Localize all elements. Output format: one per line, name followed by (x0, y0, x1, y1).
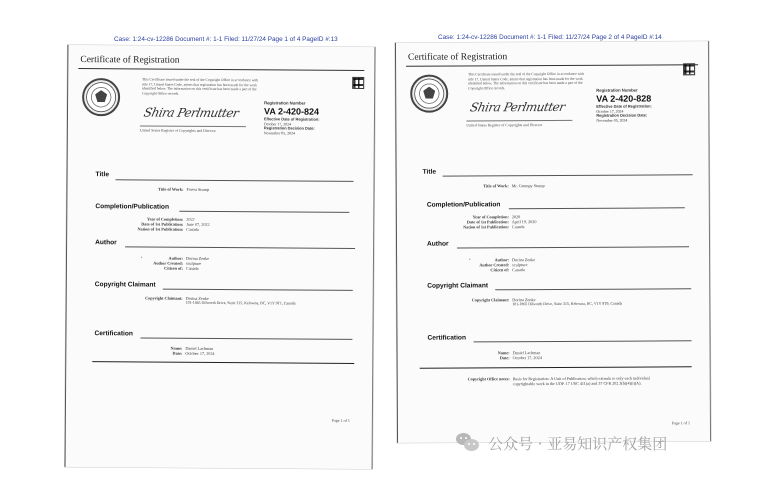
field-label: Date: (499, 355, 510, 361)
section-line (116, 179, 354, 182)
section-claimant: Copyright Claimant (427, 282, 489, 290)
reg-number: VA 2-420-828 (596, 93, 652, 104)
section-line (495, 288, 691, 290)
section-completion: Completion/Publication (426, 201, 501, 209)
field-label: Copyright Claimant: (145, 295, 183, 301)
reg-number-label: Registration Number (264, 100, 306, 106)
certificate-page-2 (395, 41, 711, 443)
wechat-watermark (456, 432, 667, 454)
field-value: Daniel Lachman (185, 345, 214, 351)
field-value: Dorina Zenke (512, 257, 536, 263)
field-label: Title of Work: (158, 186, 184, 192)
section-line (179, 211, 349, 213)
field-value: 2022 (186, 216, 195, 222)
decision-date: November 05, 2024 (263, 131, 295, 136)
section-certification: Certification (94, 330, 133, 338)
field-label: Year of Completion: (147, 216, 184, 222)
field-label: Nation of 1st Publication: (463, 224, 509, 230)
field-value: Canada (185, 265, 199, 271)
page-number: Page 1 of 1 (331, 417, 350, 423)
reg-number: VA 2-420-824 (263, 106, 320, 117)
qr-code-icon (683, 63, 695, 75)
field-label: Date of 1st Publication: (466, 219, 509, 225)
field-label: Author: (494, 257, 510, 263)
office-notes-text: Basis for Registration: A Unit of Publication, which extends to only each individual copyrightable work in the UOP. 17 USC 411(a) and 37 CFR 202.3(b)(4)(i)(A). (512, 375, 650, 387)
field-value: Dorina Zenke (185, 255, 210, 261)
field-label: Author Created: (153, 260, 183, 266)
field-value: sculpture (512, 262, 528, 268)
field-cert-date (86, 350, 214, 356)
field-citizen-of (87, 265, 199, 271)
certificate-page-1 (65, 45, 376, 469)
section-line (474, 340, 692, 342)
bottom-divider (420, 366, 692, 368)
field-value: April 19, 2020 (511, 219, 537, 225)
case-header-page-2: Case: 1:24-cv-12286 Document #: 1-1 Filed: 11/27/24 Page 2 of 4 PageID #:14 (438, 34, 662, 41)
field-label: Copyright Office notes: (467, 376, 510, 382)
decision-label: Registration Decision Date: (596, 112, 648, 118)
field-value: Daniel Lachman (512, 350, 541, 356)
field-label: Author: (168, 255, 184, 261)
section-certification: Certification (427, 334, 466, 342)
header-divider (78, 68, 364, 71)
field-label: Nation of 1st Publication: (137, 226, 184, 232)
field-label: Author Created: (479, 262, 510, 268)
field-claimant-address: 101-1865 Dilworth Drive, Suite 315, Kelowna, BC, V1Y 9T1, Canada (185, 300, 296, 306)
decision-date: November 05, 2024 (596, 118, 628, 123)
field-value: 2020 (511, 214, 521, 220)
qr-code-icon (352, 77, 364, 89)
field-value: June 07, 2022 (186, 221, 210, 227)
field-value: sculpture (185, 260, 202, 266)
register-signature: Shira Perlmutter (468, 99, 567, 115)
field-label: Name: (497, 350, 510, 356)
field-claimant-address: 101-1865 Dilworth Drive, Suite 315, Kelowna, BC, V1Y 9T9, Canada (512, 301, 623, 307)
section-completion: Completion/Publication (95, 203, 170, 211)
section-line (457, 246, 689, 248)
field-label: Date of 1st Publication: (141, 221, 184, 227)
reg-number-label: Registration Number (596, 87, 638, 93)
certificate-title: Certificate of Registration (408, 52, 508, 63)
register-title: United States Register of Copyrights and Director (466, 123, 543, 128)
section-line (140, 337, 352, 339)
field-label: Citizen of: (164, 265, 183, 271)
register-signature: Shira Perlmutter (142, 105, 240, 121)
certificate-intro-text: This Certificate issued under the seal of the Copyright Office in accordance with title 17, United States Code, attests that registration has been made for the work identified below. The information on this certificate has been made a part of the Copyright Office records. (468, 71, 585, 91)
field-value: Forest Stump (186, 186, 209, 192)
header-divider (406, 64, 698, 67)
certificate-title: Certificate of Registration (80, 55, 180, 66)
field-cert-date (414, 355, 542, 361)
field-citizen-of (413, 267, 525, 273)
field-office-notes (414, 376, 510, 382)
field-label: Date: (172, 350, 183, 356)
effective-date: October 17, 2024 (596, 109, 624, 114)
field-value: October 17, 2024 (512, 355, 542, 361)
bullet: • (469, 256, 471, 262)
section-author: Author (95, 239, 117, 247)
section-line (163, 289, 353, 291)
field-value: Canada (511, 224, 525, 230)
decision-label: Registration Decision Date: (263, 125, 315, 131)
section-line (509, 207, 685, 209)
section-author: Author (426, 240, 449, 248)
field-value: Canada (512, 267, 525, 273)
section-title: Title (95, 171, 110, 179)
effective-date: October 17, 2024 (263, 121, 292, 127)
field-label: Title of Work: (483, 183, 509, 189)
section-title: Title (422, 168, 437, 176)
bottom-divider (92, 361, 354, 364)
field-label: Year of Completion: (472, 214, 509, 220)
register-title: United States Register of Copyrights and Director (139, 128, 216, 133)
page-number: Page 1 of 1 (671, 420, 690, 426)
wechat-icon (456, 432, 480, 454)
field-title-of-work (413, 183, 545, 189)
field-label: Copyright Claimant: (471, 297, 510, 303)
field-value: Mr. Grumpy Stump (511, 183, 545, 189)
copyright-office-seal-icon (82, 78, 120, 116)
effective-label: Effective Date of Registration: (263, 116, 320, 122)
field-value: Canada (186, 226, 199, 232)
field-title-of-work (87, 186, 208, 192)
field-first-pub-nation (413, 224, 525, 230)
section-line (443, 174, 693, 176)
field-value: Dorina Zenke (185, 295, 209, 301)
registration-block (596, 87, 700, 123)
field-first-pub-nation (87, 226, 199, 232)
certificate-intro-text: This Certificate issued under the seal of the Copyright Office in accordance with title 17, United States Code, attests that registration has been made for the work identified below. The information on this certificate has been made a part of the Copyright Office records. (142, 77, 259, 96)
field-value: October 17, 2024 (185, 350, 215, 356)
section-claimant: Copyright Claimant (94, 281, 156, 289)
effective-label: Effective Date of Registration: (596, 103, 652, 109)
field-label: Name: (170, 345, 183, 351)
section-line (125, 246, 355, 249)
field-value: Dorina Zenke (512, 297, 536, 303)
copyright-office-seal-icon (410, 75, 448, 113)
registration-block (264, 100, 368, 136)
bullet: • (140, 254, 143, 260)
case-header-page-1: Case: 1:24-cv-12286 Document #: 1-1 Filed: 11/27/24 Page 1 of 4 PageID #:13 (114, 36, 338, 43)
signature-line (466, 120, 572, 122)
field-label: Citizen of: (490, 267, 510, 273)
signature-line (140, 125, 246, 127)
watermark-text: 公众号 · 亚易知识产权集团 (488, 434, 668, 453)
